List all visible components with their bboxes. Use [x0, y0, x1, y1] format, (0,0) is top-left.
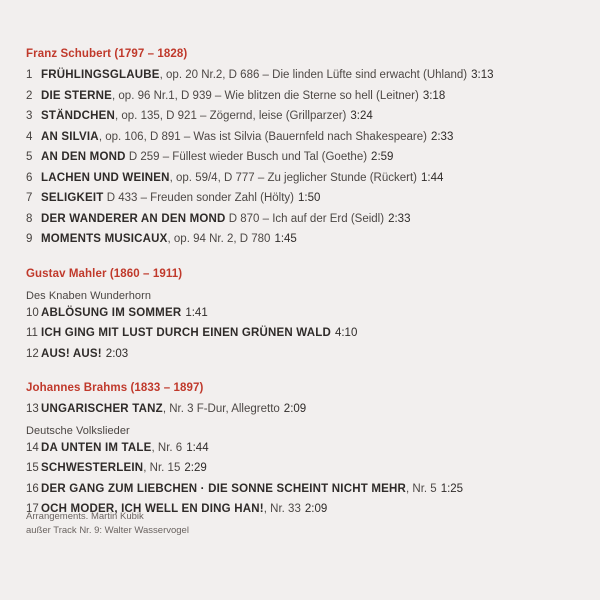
- track-time: 2:29: [184, 462, 207, 474]
- tracklist-schubert: [26, 70, 574, 246]
- track-title: STÄNDCHEN: [41, 110, 115, 122]
- track-detail: D 870 – Ich auf der Erd (Seidl): [225, 212, 385, 225]
- track-title: ICH GING MIT LUST DURCH EINEN GRÜNEN WALD: [41, 327, 331, 339]
- track-item: [26, 91, 574, 103]
- track-time: 3:13: [471, 69, 494, 81]
- track-title: DER WANDERER AN DEN MOND: [41, 212, 226, 225]
- track-time: 2:09: [304, 503, 328, 515]
- track-detail: , Nr. 33: [263, 503, 301, 515]
- track-detail: , op. 59/4, D 777 – Zu jeglicher Stunde (Rückert): [169, 171, 418, 184]
- cycle-subheading-wunderhorn: Des Knaben Wunderhorn: [26, 289, 151, 302]
- track-time: 3:18: [422, 89, 446, 102]
- track-title: SELIGKEIT: [41, 192, 104, 204]
- track-item: [26, 404, 574, 416]
- track-title: DER GANG ZUM LIEBCHEN · DIE SONNE SCHEINT NICHT MEHR: [41, 482, 406, 495]
- track-number: 11: [26, 327, 38, 339]
- track-title: AUS! AUS!: [41, 347, 102, 360]
- track-title: OCH MODER, ICH WELL EN DING HAN!: [41, 503, 264, 515]
- track-time: 2:03: [105, 347, 129, 360]
- track-title: ABLÖSUNG IM SOMMER: [41, 306, 182, 319]
- track-item: [26, 349, 574, 361]
- tracklist-brahms-dance: [26, 404, 574, 416]
- track-detail: , Nr. 3 F-Dur, Allegretto: [162, 403, 280, 415]
- track-detail: , op. 94 Nr. 2, D 780: [167, 233, 271, 245]
- track-number: 9: [26, 233, 33, 245]
- cycle-subheading-volkslieder: Deutsche Volkslieder: [26, 424, 130, 437]
- track-detail: , Nr. 6: [151, 441, 183, 454]
- track-number: 15: [26, 462, 39, 474]
- track-number: 16: [26, 482, 39, 495]
- track-item: [26, 173, 574, 185]
- tracklist-brahms-volkslieder: [26, 443, 574, 516]
- track-time: 1:45: [274, 233, 297, 245]
- tracklist-mahler: [26, 308, 574, 361]
- credits-line-2: außer Track Nr. 9: Walter Wasservogel: [26, 525, 189, 537]
- track-detail: , op. 96 Nr.1, D 939 – Wie blitzen die Sterne so hell (Leitner): [112, 89, 419, 102]
- track-item: [26, 214, 574, 226]
- track-title: DA UNTEN IM TALE: [41, 441, 152, 454]
- credits-line-1: Arrangements. Martin Kubik: [26, 511, 144, 523]
- track-number: 10: [26, 306, 39, 319]
- track-item: [26, 234, 574, 246]
- track-title: AN SILVIA: [41, 130, 99, 143]
- track-time: 2:33: [388, 212, 411, 225]
- track-title: LACHEN UND WEINEN: [41, 171, 170, 184]
- credits-block: [26, 510, 189, 538]
- track-number: 14: [26, 441, 39, 454]
- track-title: FRÜHLINGSGLAUBE: [41, 69, 160, 81]
- track-time: 1:44: [186, 441, 209, 454]
- track-time: 3:24: [350, 110, 373, 122]
- track-detail: , Nr. 15: [143, 462, 181, 474]
- track-number: 4: [26, 130, 33, 143]
- track-number: 7: [26, 192, 33, 204]
- composer-heading-brahms: Johannes Brahms (1833 – 1897): [26, 382, 204, 394]
- track-time: 4:10: [334, 327, 358, 339]
- composer-heading-schubert: Franz Schubert (1797 – 1828): [26, 48, 188, 60]
- track-title: AN DEN MOND: [41, 151, 126, 163]
- track-number: 13: [26, 403, 39, 415]
- track-time: 2:09: [283, 403, 307, 415]
- track-item: [26, 443, 574, 455]
- track-title: MOMENTS MUSICAUX: [41, 233, 168, 245]
- track-detail: D 259 – Füllest wieder Busch und Tal (Goethe): [125, 151, 368, 163]
- track-item: [26, 70, 574, 82]
- track-title: SCHWESTERLEIN: [41, 462, 144, 474]
- track-item: [26, 193, 574, 205]
- track-time: 2:59: [371, 151, 394, 163]
- track-number: 6: [26, 171, 33, 184]
- track-detail: , op. 20 Nr.2, D 686 – Die linden Lüfte sind erwacht (Uhland): [159, 69, 468, 81]
- track-number: 5: [26, 151, 33, 163]
- track-number: 1: [26, 69, 33, 81]
- track-number: 8: [26, 212, 33, 225]
- track-title: UNGARISCHER TANZ: [41, 403, 163, 415]
- track-item: [26, 484, 574, 496]
- track-number: 17: [26, 503, 39, 515]
- track-number: 3: [26, 110, 33, 122]
- track-item: [26, 111, 574, 123]
- track-time: 1:25: [440, 482, 464, 495]
- track-item: [26, 132, 574, 144]
- track-time: 2:33: [430, 130, 454, 143]
- track-item: [26, 328, 574, 340]
- track-detail: D 433 – Freuden sonder Zahl (Hölty): [103, 192, 294, 204]
- track-item: [26, 152, 574, 164]
- track-number: 12: [26, 347, 39, 360]
- track-item: [26, 463, 574, 475]
- track-title: DIE STERNE: [41, 89, 113, 102]
- track-time: 1:50: [298, 192, 321, 204]
- composer-heading-mahler: Gustav Mahler (1860 – 1911): [26, 267, 183, 280]
- track-time: 1:41: [185, 306, 208, 319]
- track-detail: , op. 135, D 921 – Zögernd, leise (Grillparzer): [115, 110, 347, 122]
- track-number: 2: [26, 89, 33, 102]
- track-item: [26, 308, 574, 320]
- track-detail: , Nr. 5: [406, 482, 437, 495]
- track-time: 1:44: [421, 171, 444, 184]
- track-detail: , op. 106, D 891 – Was ist Silvia (Bauernfeld nach Shakespeare): [98, 130, 427, 143]
